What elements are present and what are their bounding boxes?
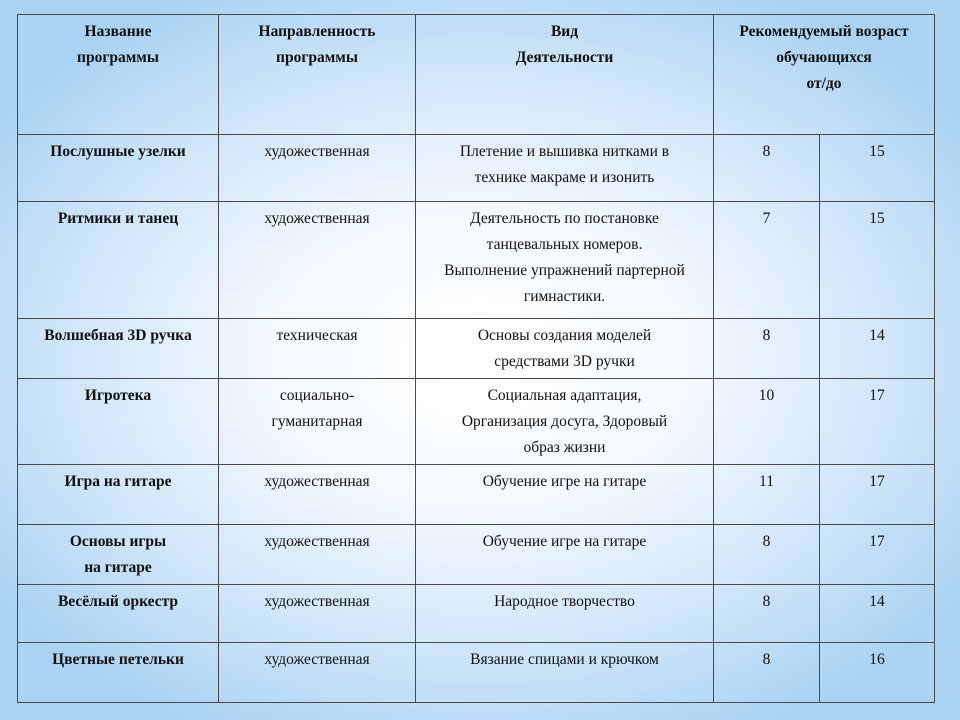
header-row — [18, 15, 935, 135]
age-from: 7 — [714, 202, 820, 319]
age-from: 8 — [714, 319, 820, 379]
program-name: Волшебная 3D ручка — [18, 319, 219, 379]
programs-table — [17, 14, 935, 703]
header-direction: Направленность программы — [219, 15, 416, 135]
table-row — [18, 585, 935, 643]
program-direction: художественная — [219, 643, 416, 703]
program-activity: Вязание спицами и крючком — [416, 643, 714, 703]
program-name: Цветные петельки — [18, 643, 219, 703]
program-activity: Основы создания моделей средствами 3D ручки — [416, 319, 714, 379]
program-activity: Плетение и вышивка нитками в технике макраме и изонить — [416, 135, 714, 202]
program-activity: Народное творчество — [416, 585, 714, 643]
program-name: Послушные узелки — [18, 135, 219, 202]
header-activity: Вид Деятельности — [416, 15, 714, 135]
age-to: 16 — [820, 643, 935, 703]
age-to: 15 — [820, 135, 935, 202]
table-row — [18, 202, 935, 319]
table-row — [18, 379, 935, 465]
program-activity: Обучение игре на гитаре — [416, 525, 714, 585]
program-name: Игра на гитаре — [18, 465, 219, 525]
age-from: 10 — [714, 379, 820, 465]
programs-table-body — [18, 15, 935, 703]
program-direction: техническая — [219, 319, 416, 379]
age-to: 17 — [820, 465, 935, 525]
age-to: 15 — [820, 202, 935, 319]
age-from: 8 — [714, 135, 820, 202]
table-row — [18, 135, 935, 202]
program-direction: художественная — [219, 135, 416, 202]
age-from: 11 — [714, 465, 820, 525]
program-activity: Деятельность по постановке танцевальных номеров. Выполнение упражнений партерной гимнастики. — [416, 202, 714, 319]
program-activity: Обучение игре на гитаре — [416, 465, 714, 525]
program-name: Весёлый оркестр — [18, 585, 219, 643]
program-activity: Социальная адаптация, Организация досуга, Здоровый образ жизни — [416, 379, 714, 465]
age-to: 17 — [820, 525, 935, 585]
table-row — [18, 643, 935, 703]
age-from: 8 — [714, 585, 820, 643]
program-direction: социально- гуманитарная — [219, 379, 416, 465]
program-name: Игротека — [18, 379, 219, 465]
program-name: Основы игры на гитаре — [18, 525, 219, 585]
program-direction: художественная — [219, 585, 416, 643]
table-row — [18, 465, 935, 525]
age-to: 17 — [820, 379, 935, 465]
program-name: Ритмики и танец — [18, 202, 219, 319]
table-row — [18, 525, 935, 585]
age-to: 14 — [820, 319, 935, 379]
program-direction: художественная — [219, 525, 416, 585]
age-to: 14 — [820, 585, 935, 643]
header-name: Название программы — [18, 15, 219, 135]
age-from: 8 — [714, 643, 820, 703]
table-row — [18, 319, 935, 379]
program-direction: художественная — [219, 202, 416, 319]
age-from: 8 — [714, 525, 820, 585]
header-age: Рекомендуемый возраст обучающихся от/до — [714, 15, 935, 135]
program-direction: художественная — [219, 465, 416, 525]
